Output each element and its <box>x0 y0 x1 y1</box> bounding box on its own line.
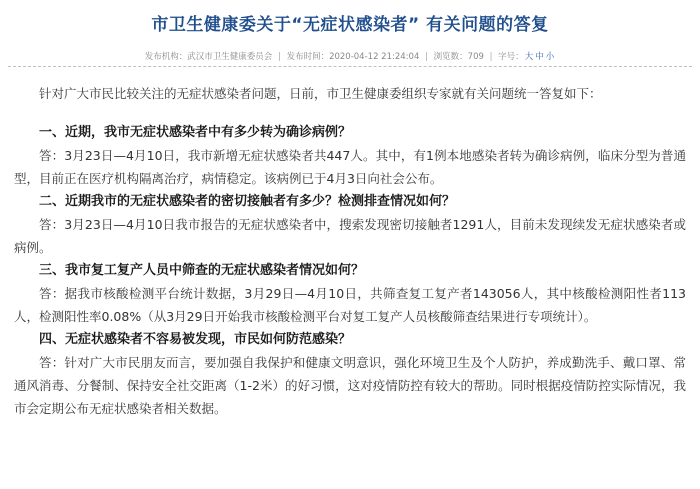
publisher-label: 发布机构： <box>144 52 188 62</box>
publisher-value: 武汉市卫生健康委员会 <box>187 52 273 62</box>
views-count: 709 <box>467 52 484 62</box>
publish-time-value: 2020-04-12 21:24:04 <box>329 52 420 62</box>
views-label: 浏览数： <box>433 52 468 62</box>
paragraph-gap <box>14 105 686 121</box>
font-size-large-link[interactable]: 大 <box>524 52 534 62</box>
answer-2: 答：3月23日—4月10日我市报告的无症状感染者中，搜索发现密切接触者1291人，目前未发现续发无症状感染者或病例。 <box>14 217 686 255</box>
question-1: 一、近期，我市无症状感染者中有多少转为确诊病例？ <box>39 125 352 140</box>
font-size-small-link[interactable]: 小 <box>545 52 555 62</box>
answer-4: 答：针对广大市民朋友而言，要加强自我保护和健康文明意识，强化环境卫生及个人防护，养成勤洗手、戴口罩、常通风消毒、分餐制、保持安全社交距离（1-2米）的好习惯，这对疫情防控有较大的帮助。同时根据疫情防控实际情况，我市会定期公布无症状感染者相关数据。 <box>14 355 686 416</box>
article-body <box>14 82 686 420</box>
intro-paragraph: 针对广大市民比较关注的无症状感染者问题，日前，市卫生健康委组织专家就有关问题统一答复如下： <box>39 86 602 101</box>
meta-separator: | <box>425 52 428 62</box>
question-2: 二、近期我市的无症状感染者的密切接触者有多少？检测排查情况如何？ <box>39 194 456 209</box>
meta-separator: | <box>277 52 281 62</box>
meta-separator: | <box>489 52 493 62</box>
question-4: 四、无症状感染者不容易被发现，市民如何防范感染？ <box>39 332 352 347</box>
question-3: 三、我市复工复产人员中筛查的无症状感染者情况如何？ <box>39 263 365 278</box>
font-size-medium-link[interactable]: 中 <box>535 52 544 62</box>
answer-3: 答：据我市核酸检测平台统计数据，3月29日—4月10日，共筛查复工复产者143056人，其中核酸检测阳性者113人，检测阳性率0.08%（从3月29日开始我市核酸检测平台对复工复产人员核酸筛查结果进行专项统计）。 <box>14 286 686 324</box>
header-divider <box>8 66 692 67</box>
article-meta <box>0 50 700 62</box>
answer-1: 答：3月23日—4月10日，我市新增无症状感染者共447人。其中，有1例本地感染者转为确诊病例，临床分型为普通型，目前正在医疗机构隔离治疗，病情稳定。该病例已于4月3日向社会公布。 <box>14 148 686 186</box>
page-title: 市卫生健康委关于“无症状感染者” 有关问题的答复 <box>151 15 549 35</box>
font-size-label: 字号： <box>498 52 524 62</box>
publish-time-label: 发布时间： <box>286 52 330 62</box>
